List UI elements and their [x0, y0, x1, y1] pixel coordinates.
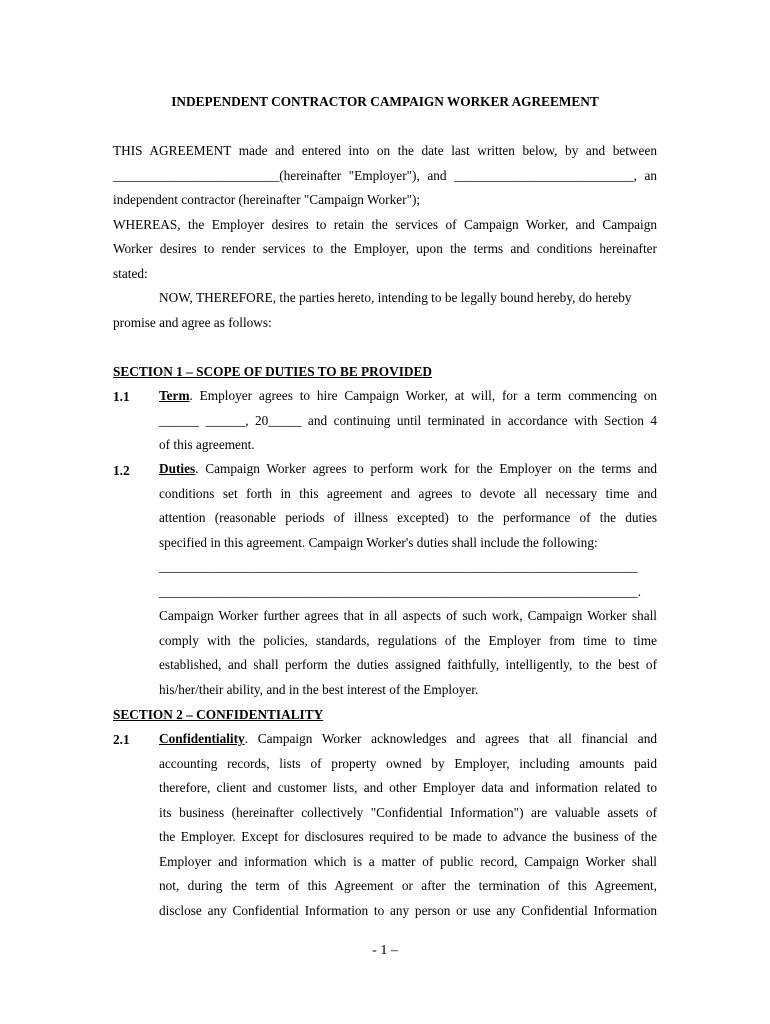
intro-line: Worker desires to render services to the Employer, upon the terms and conditions hereinafter	[113, 241, 657, 256]
intro-line: _________________________(hereinafter "Employer"), and ___________________________, an	[113, 167, 657, 183]
clause-text: . Employer agrees to hire Campaign Worker, at will, for a term commencing on	[189, 388, 657, 403]
clause-text: . Campaign Worker agrees to perform work for the Employer on the terms and	[195, 461, 657, 476]
clause-number: 2.1	[113, 732, 130, 747]
clause-line: therefore, client and customer lists, and other Employer data and information related to	[159, 780, 657, 795]
intro-line: NOW, THEREFORE, the parties hereto, intending to be legally bound hereby, do hereby	[159, 290, 632, 305]
clause-line: the Employer. Except for disclosures required to be made to advance the business of the	[159, 829, 657, 844]
clause-term: Duties	[159, 461, 196, 476]
clause-text: . Campaign Worker acknowledges and agrees that all financial and	[244, 731, 657, 746]
blank-line: ________________________________________________________________________	[159, 559, 638, 574]
clause-line: specified in this agreement. Campaign Worker's duties shall include the following:	[159, 534, 598, 550]
intro-line: promise and agree as follows:	[113, 314, 272, 330]
clause-term: Term	[159, 388, 190, 403]
clause-line: disclose any Confidential Information to any person or use any Confidential Information	[159, 902, 657, 918]
clause-number: 1.2	[113, 463, 130, 478]
clause-line: attention (reasonable periods of illness excepted) to the performance of the duties	[159, 510, 657, 525]
clause-line: not, during the term of this Agreement or after the termination of this Agreement,	[159, 878, 657, 893]
document-title: INDEPENDENT CONTRACTOR CAMPAIGN WORKER AGREEMENT	[171, 94, 599, 109]
page-number: - 1 –	[372, 943, 398, 958]
intro-line: THIS AGREEMENT made and entered into on the date last written below, by and between	[113, 143, 657, 158]
section-2-heading: SECTION 2 – CONFIDENTIALITY	[113, 707, 324, 722]
clause-line	[159, 727, 657, 752]
clause-line	[159, 457, 657, 482]
clause-1-1	[159, 384, 657, 458]
clause-line: its business (hereinafter collectively "Confidential Information") are valuable assets of	[159, 804, 657, 820]
clause-line: Campaign Worker further agrees that in all aspects of such work, Campaign Worker shall	[159, 608, 657, 623]
clause-line: conditions set forth in this agreement and agrees to devote all necessary time and	[159, 485, 657, 501]
clause-line: of this agreement.	[159, 437, 255, 452]
section-1-heading: SECTION 1 – SCOPE OF DUTIES TO BE PROVIDED	[113, 364, 432, 379]
clause-line: accounting records, lists of property owned by Employer, including amounts paid	[159, 755, 657, 771]
clause-line: Employer and information which is a matter of public record, Campaign Worker shall	[159, 853, 657, 869]
clause-2-1	[159, 727, 657, 923]
clause-line: his/her/their ability, and in the best interest of the Employer.	[159, 681, 479, 697]
clause-line: ______ ______, 20_____ and continuing until terminated in accordance with Section 4	[159, 412, 657, 428]
clause-line: comply with the policies, standards, regulations of the Employer from time to time	[159, 632, 657, 648]
clause-term: Confidentiality	[159, 731, 245, 746]
clause-line: established, and shall perform the duties assigned faithfully, intelligently, to the best of	[159, 657, 657, 672]
intro-line: independent contractor (hereinafter "Campaign Worker");	[113, 192, 421, 207]
clause-1-2	[159, 457, 657, 702]
intro-paragraph	[113, 139, 657, 335]
clause-line	[159, 384, 657, 409]
clause-number: 1.1	[113, 389, 130, 404]
intro-line: stated:	[113, 265, 148, 281]
intro-line: WHEREAS, the Employer desires to retain the services of Campaign Worker, and Campaign	[113, 216, 657, 232]
blank-line: ________________________________________________________________________.	[159, 583, 642, 599]
